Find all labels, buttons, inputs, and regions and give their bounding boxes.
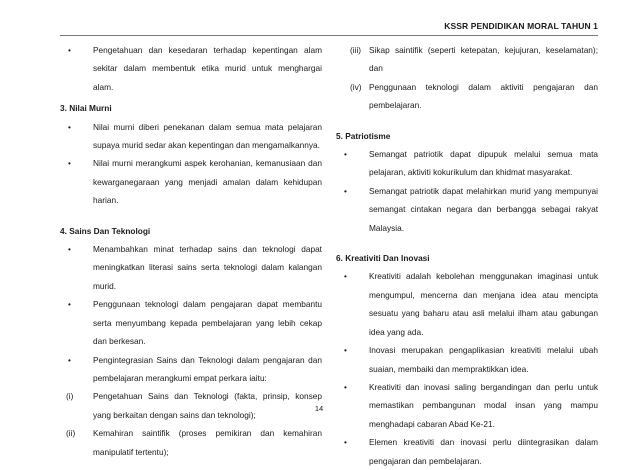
list-item: • Menambahkan minat terhadap sains dan teknologi dapat meningkatkan literasi sains serta teknologi dalam kalangan murid.	[60, 240, 322, 295]
item-text: Pengetahuan Sains dan Teknologi (fakta, prinsip, konsep yang berkaitan dengan sains dan teknologi);	[93, 391, 322, 420]
left-column	[60, 41, 322, 461]
item-marker: (ii)	[66, 428, 76, 439]
item-text: Kemahiran saintifik (proses pemikiran dan kemahiran manipulatif tertentu);	[93, 428, 322, 457]
list-item: • Semangat patriotik dapat dipupuk melalui semua mata pelajaran, aktiviti kokurikulum dan khidmat masyarakat.	[336, 145, 598, 182]
list-item: • Kreativiti dan inovasi saling bergandingan dan perlu untuk memastikan pembangunan modal insan yang mampu menghadapi cabaran Abad Ke-21.	[336, 378, 598, 433]
list-item: • Inovasi merupakan pengaplikasian kreativiti melalui ubah suaian, membaiki dan mempraktikkan idea.	[336, 341, 598, 378]
page-number: 14	[314, 404, 324, 413]
section-heading-patriotisme: 5. Patriotisme	[336, 130, 391, 141]
list-item: • Pengintegrasian Sains dan Teknologi dalam pengajaran dan pembelajaran merangkumi empat perkara iaitu:	[60, 351, 322, 388]
list-item: • Nilai murni diberi penekanan dalam semua mata pelajaran supaya murid sedar akan kepentingan dan mengamalkannya.	[60, 118, 322, 155]
item-marker: (i)	[66, 391, 74, 402]
item-marker: (iv)	[350, 81, 362, 92]
section-heading-nilai-murni: 3. Nilai Murni	[60, 103, 112, 114]
list-item: • Elemen kreativiti dan inovasi perlu diintegrasikan dalam pengajaran dan pembelajaran.	[336, 433, 598, 470]
numbered-item	[60, 424, 322, 461]
numbered-item	[336, 41, 598, 78]
section-heading-kreativiti-inovasi: 6. Kreativiti Dan Inovasi	[336, 253, 430, 264]
list-item: • Semangat patriotik dapat melahirkan murid yang mempunyai semangat cintakan negara dan berbangga sebagai rakyat Malaysia.	[336, 182, 598, 237]
document-header: KSSR PENDIDIKAN MORAL TAHUN 1	[444, 21, 598, 31]
item-text: Penggunaan teknologi dalam aktiviti pengajaran dan pembelajaran.	[369, 81, 598, 111]
list-item: • Pengetahuan dan kesedaran terhadap kepentingan alam sekitar dalam membentuk etika murid untuk menghargai alam.	[60, 41, 322, 96]
item-text: Sikap saintifik (seperti ketepatan, kejujuran, keselamatan); dan	[369, 45, 598, 74]
numbered-item	[336, 78, 598, 115]
list-item: • Kreativiti adalah kebolehan menggunakan imaginasi untuk mengumpul, mencerna dan menjana idea atau mencipta sesuatu yang baharu atau asli melalui ilham atau gabungan idea yang ada.	[336, 267, 598, 341]
item-marker: (iii)	[350, 45, 362, 55]
header-rule	[60, 35, 598, 36]
list-item: • Nilai murni merangkumi aspek kerohanian, kemanusiaan dan kewarganegaraan yang menjadi amalan dalam kehidupan harian.	[60, 154, 322, 209]
list-item: • Penggunaan teknologi dalam pengajaran dapat membantu serta menyumbang kepada pembelajaran yang lebih cekap dan berkesan.	[60, 295, 322, 350]
section-heading-sains-teknologi: 4. Sains Dan Teknologi	[60, 225, 151, 236]
